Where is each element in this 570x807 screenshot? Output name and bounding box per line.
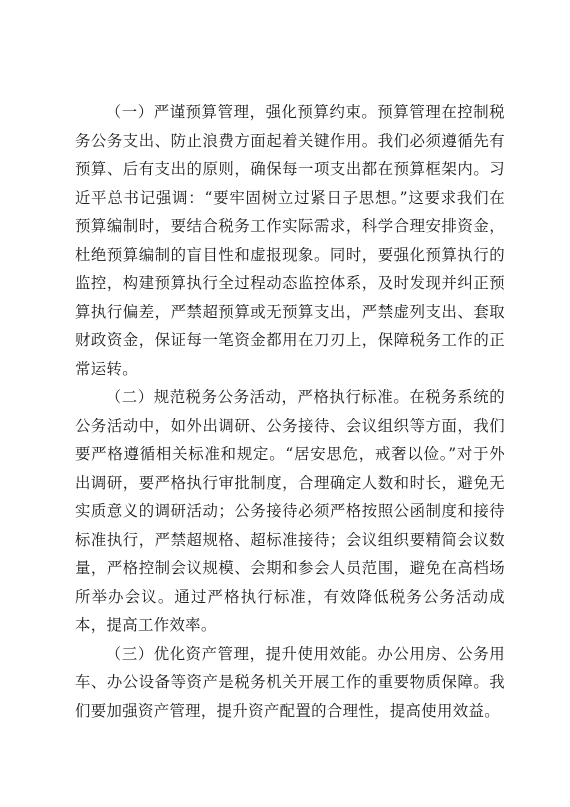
paragraph-official-activities: （二）规范税务公务活动，严格执行标准。在税务系统的公务活动中，如外出调研、公务接待、会议组织等方面，我们要严格遵循相关标准和规定。“居安思危，戒奢以俭。”对于外出调研，要严格执行审批制度，合理确定人数和时长，避免无实质意义的调研活动；公务接待必须严格按照公函制度和接待标准执行，严禁超规格、超标准接待；会议组织要精简会议数量，严格控制会议规模、会期和参会人员范围，避免在高档场所举办会议。通过严格执行标准，有效降低税务公务活动成本，提高工作效率。 [75,388,505,634]
paragraph-budget-management: （一）严谨预算管理，强化预算约束。预算管理在控制税务公务支出、防止浪费方面起着关键作用。我们必须遵循先有预算、后有支出的原则，确保每一项支出都在预算框架内。习近平总书记强调：“要牢固树立过紧日子思想。”这要求我们在预算编制时，要结合税务工作实际需求，科学合理安排资金，杜绝预算编制的盲目性和虚报现象。同时，要强化预算执行的监控，构建预算执行全过程动态监控体系，及时发现并纠正预算执行偏差，严禁超预算或无预算支出，严禁虚列支出、套取财政资金，保证每一笔资金都用在刀刃上，保障税务工作的正常运转。 [75,103,505,378]
document-body [75,98,505,725]
paragraph-asset-management: （三）优化资产管理，提升使用效能。办公用房、公务用车、办公设备等资产是税务机关开展工作的重要物质保障。我们要加强资产管理，提升资产配置的合理性，提高使用效益。 [75,644,505,720]
